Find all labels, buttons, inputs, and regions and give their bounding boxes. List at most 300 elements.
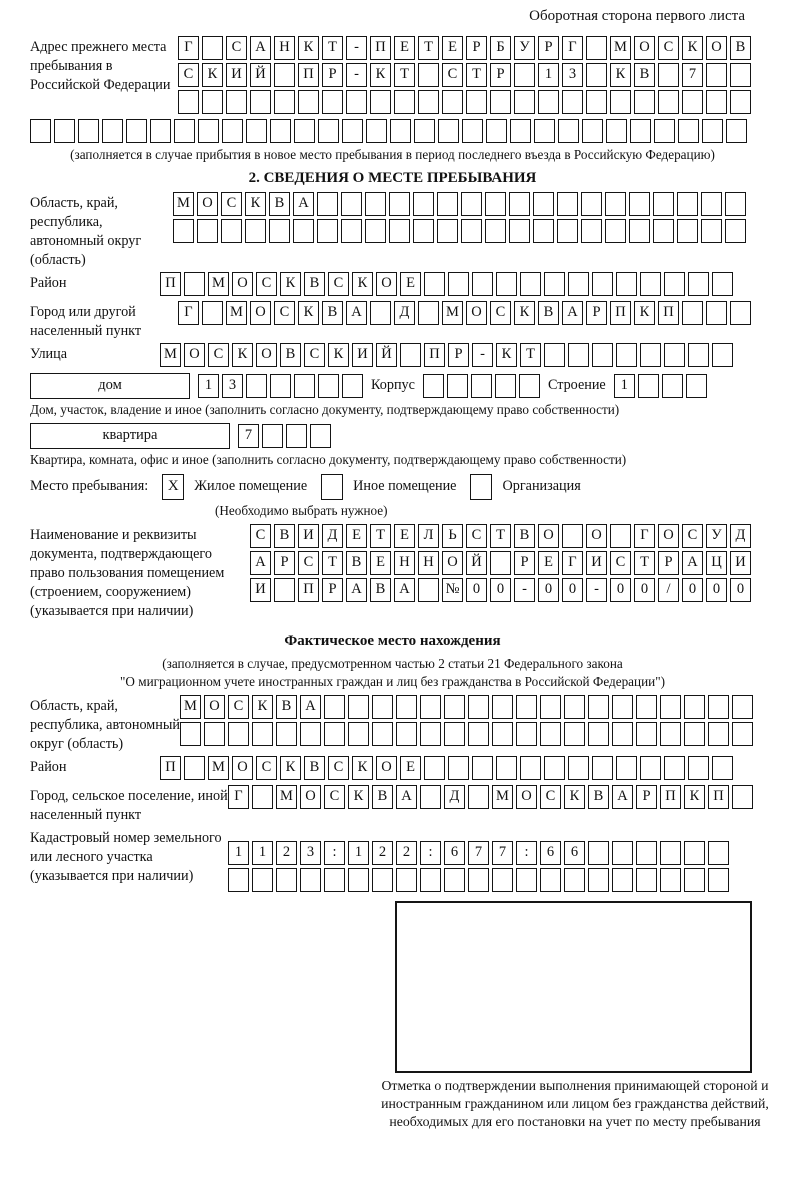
char-cell[interactable]: Г [634,524,655,548]
char-cell[interactable] [496,272,517,296]
char-cell[interactable]: - [586,578,607,602]
char-cell[interactable] [664,756,685,780]
char-cell[interactable]: Р [586,301,607,325]
char-cell[interactable] [544,272,565,296]
char-cell[interactable] [732,785,753,809]
char-cell[interactable]: О [232,756,253,780]
char-cell[interactable]: М [180,695,201,719]
char-cell[interactable]: 6 [540,841,561,865]
char-cell[interactable]: Р [514,551,535,575]
char-cell[interactable] [636,722,657,746]
char-cell[interactable]: К [245,192,266,216]
char-cell[interactable] [678,119,699,143]
char-cell[interactable] [509,192,530,216]
char-cell[interactable]: А [396,785,417,809]
char-cell[interactable]: С [298,551,319,575]
char-cell[interactable] [294,119,315,143]
char-cell[interactable] [534,119,555,143]
char-cell[interactable] [660,722,681,746]
char-cell[interactable]: - [346,36,367,60]
char-cell[interactable] [418,301,439,325]
char-cell[interactable]: К [252,695,273,719]
char-cell[interactable]: И [352,343,373,367]
char-cell[interactable] [276,868,297,892]
char-cell[interactable] [180,722,201,746]
char-cell[interactable] [461,192,482,216]
char-cell[interactable] [582,119,603,143]
char-cell[interactable]: К [328,343,349,367]
char-cell[interactable] [390,119,411,143]
char-cell[interactable] [184,272,205,296]
char-cell[interactable]: 7 [492,841,513,865]
char-cell[interactable] [688,272,709,296]
char-cell[interactable]: Л [418,524,439,548]
char-cell[interactable] [471,374,492,398]
char-cell[interactable] [222,119,243,143]
char-cell[interactable]: - [346,63,367,87]
char-cell[interactable] [270,119,291,143]
char-cell[interactable] [252,722,273,746]
char-cell[interactable] [413,219,434,243]
char-cell[interactable] [444,868,465,892]
char-cell[interactable]: 7 [468,841,489,865]
char-cell[interactable] [444,695,465,719]
char-cell[interactable] [562,524,583,548]
char-cell[interactable]: О [442,551,463,575]
char-cell[interactable]: Р [490,63,511,87]
char-cell[interactable]: 0 [562,578,583,602]
char-cell[interactable]: К [496,343,517,367]
char-cell[interactable]: Р [322,63,343,87]
char-cell[interactable]: П [708,785,729,809]
char-cell[interactable] [664,343,685,367]
char-cell[interactable]: К [514,301,535,325]
char-cell[interactable]: Т [322,551,343,575]
char-cell[interactable]: Г [178,36,199,60]
char-cell[interactable]: П [298,63,319,87]
char-cell[interactable] [448,272,469,296]
char-cell[interactable]: О [204,695,225,719]
char-cell[interactable] [509,219,530,243]
char-cell[interactable] [514,63,535,87]
char-cell[interactable] [418,90,439,114]
char-cell[interactable]: 1 [538,63,559,87]
char-cell[interactable] [588,841,609,865]
char-cell[interactable] [438,119,459,143]
char-cell[interactable] [688,756,709,780]
char-cell[interactable] [324,722,345,746]
char-cell[interactable] [640,756,661,780]
char-cell[interactable]: А [300,695,321,719]
char-cell[interactable]: А [682,551,703,575]
char-cell[interactable]: К [610,63,631,87]
char-cell[interactable] [274,90,295,114]
char-cell[interactable]: В [588,785,609,809]
char-cell[interactable] [612,722,633,746]
char-cell[interactable] [616,272,637,296]
char-cell[interactable]: : [516,841,537,865]
char-cell[interactable]: 3 [300,841,321,865]
char-cell[interactable]: Р [538,36,559,60]
char-cell[interactable]: С [466,524,487,548]
char-cell[interactable] [274,63,295,87]
checkbox-organization[interactable] [470,474,492,500]
char-cell[interactable]: Е [400,756,421,780]
char-cell[interactable]: П [658,301,679,325]
char-cell[interactable] [682,301,703,325]
char-cell[interactable] [174,119,195,143]
char-cell[interactable] [684,841,705,865]
char-cell[interactable]: : [324,841,345,865]
char-cell[interactable] [420,868,441,892]
char-cell[interactable] [516,695,537,719]
char-cell[interactable] [540,722,561,746]
char-cell[interactable] [612,868,633,892]
char-cell[interactable] [540,695,561,719]
char-cell[interactable] [610,524,631,548]
char-cell[interactable] [286,424,307,448]
char-cell[interactable] [708,722,729,746]
char-cell[interactable]: Д [322,524,343,548]
char-cell[interactable]: О [376,756,397,780]
char-cell[interactable]: И [730,551,751,575]
char-cell[interactable] [396,722,417,746]
char-cell[interactable] [468,722,489,746]
char-cell[interactable]: Г [228,785,249,809]
char-cell[interactable] [682,90,703,114]
char-cell[interactable]: Р [636,785,657,809]
char-cell[interactable]: Д [444,785,465,809]
char-cell[interactable] [630,119,651,143]
char-cell[interactable] [317,219,338,243]
char-cell[interactable] [341,192,362,216]
char-cell[interactable]: К [348,785,369,809]
char-cell[interactable] [544,343,565,367]
char-cell[interactable]: 0 [706,578,727,602]
char-cell[interactable]: Й [250,63,271,87]
char-cell[interactable] [492,722,513,746]
char-cell[interactable] [606,119,627,143]
char-cell[interactable]: В [304,756,325,780]
char-cell[interactable] [423,374,444,398]
char-cell[interactable] [389,219,410,243]
char-cell[interactable] [490,551,511,575]
char-cell[interactable] [468,695,489,719]
char-cell[interactable] [400,343,421,367]
char-cell[interactable] [588,868,609,892]
char-cell[interactable]: Т [370,524,391,548]
char-cell[interactable]: Р [274,551,295,575]
char-cell[interactable]: 0 [634,578,655,602]
char-cell[interactable] [492,868,513,892]
char-cell[interactable] [276,722,297,746]
char-cell[interactable] [270,374,291,398]
char-cell[interactable]: 1 [614,374,635,398]
char-cell[interactable] [370,90,391,114]
char-cell[interactable] [616,343,637,367]
char-cell[interactable]: А [250,36,271,60]
char-cell[interactable]: С [540,785,561,809]
char-cell[interactable]: О [300,785,321,809]
char-cell[interactable] [688,343,709,367]
char-cell[interactable]: И [298,524,319,548]
char-cell[interactable] [658,90,679,114]
char-cell[interactable] [246,119,267,143]
char-cell[interactable] [437,219,458,243]
char-cell[interactable]: Г [178,301,199,325]
char-cell[interactable] [510,119,531,143]
char-cell[interactable] [246,374,267,398]
char-cell[interactable] [564,722,585,746]
char-cell[interactable] [660,695,681,719]
char-cell[interactable] [640,343,661,367]
char-cell[interactable] [126,119,147,143]
char-cell[interactable] [348,695,369,719]
char-cell[interactable]: В [730,36,751,60]
char-cell[interactable] [202,36,223,60]
char-cell[interactable]: К [634,301,655,325]
char-cell[interactable] [592,343,613,367]
char-cell[interactable] [568,343,589,367]
char-cell[interactable] [184,756,205,780]
char-cell[interactable]: П [370,36,391,60]
char-cell[interactable] [365,219,386,243]
char-cell[interactable]: Т [520,343,541,367]
char-cell[interactable] [78,119,99,143]
char-cell[interactable] [490,90,511,114]
char-cell[interactable] [30,119,51,143]
char-cell[interactable]: Н [394,551,415,575]
char-cell[interactable]: В [269,192,290,216]
char-cell[interactable]: В [322,301,343,325]
char-cell[interactable]: В [372,785,393,809]
char-cell[interactable]: В [634,63,655,87]
char-cell[interactable] [198,119,219,143]
char-cell[interactable] [660,868,681,892]
char-cell[interactable] [298,90,319,114]
char-cell[interactable] [701,192,722,216]
char-cell[interactable] [708,841,729,865]
char-cell[interactable] [660,841,681,865]
char-cell[interactable]: Р [322,578,343,602]
char-cell[interactable] [447,374,468,398]
char-cell[interactable]: 0 [466,578,487,602]
char-cell[interactable] [557,192,578,216]
char-cell[interactable] [516,722,537,746]
char-cell[interactable]: П [160,272,181,296]
char-cell[interactable] [442,90,463,114]
char-cell[interactable]: С [178,63,199,87]
char-cell[interactable] [533,192,554,216]
char-cell[interactable]: А [250,551,271,575]
char-cell[interactable] [389,192,410,216]
char-cell[interactable] [342,374,363,398]
char-cell[interactable] [202,90,223,114]
char-cell[interactable] [706,301,727,325]
char-cell[interactable] [204,722,225,746]
char-cell[interactable]: У [706,524,727,548]
char-cell[interactable] [414,119,435,143]
char-cell[interactable]: П [298,578,319,602]
char-cell[interactable]: Т [418,36,439,60]
char-cell[interactable]: № [442,578,463,602]
char-cell[interactable]: К [280,272,301,296]
char-cell[interactable] [324,695,345,719]
char-cell[interactable] [544,756,565,780]
char-cell[interactable] [202,301,223,325]
char-cell[interactable] [653,192,674,216]
char-cell[interactable] [686,374,707,398]
char-cell[interactable]: К [682,36,703,60]
char-cell[interactable]: Е [400,272,421,296]
char-cell[interactable] [366,119,387,143]
char-cell[interactable]: А [562,301,583,325]
char-cell[interactable] [712,272,733,296]
char-cell[interactable]: - [472,343,493,367]
checkbox-residential[interactable]: X [162,474,184,500]
char-cell[interactable]: Е [394,36,415,60]
char-cell[interactable]: В [274,524,295,548]
char-cell[interactable]: 0 [538,578,559,602]
char-cell[interactable] [250,90,271,114]
char-cell[interactable]: 2 [396,841,417,865]
char-cell[interactable] [588,722,609,746]
char-cell[interactable]: Р [466,36,487,60]
char-cell[interactable] [636,868,657,892]
char-cell[interactable] [588,695,609,719]
char-cell[interactable]: Т [634,551,655,575]
char-cell[interactable] [730,90,751,114]
char-cell[interactable]: Т [394,63,415,87]
char-cell[interactable] [636,841,657,865]
char-cell[interactable]: 0 [490,578,511,602]
char-cell[interactable]: Г [562,36,583,60]
char-cell[interactable]: 1 [348,841,369,865]
char-cell[interactable] [520,272,541,296]
char-cell[interactable]: С [256,272,277,296]
char-cell[interactable]: Р [448,343,469,367]
char-cell[interactable]: В [538,301,559,325]
char-cell[interactable]: Т [322,36,343,60]
char-cell[interactable]: М [276,785,297,809]
char-cell[interactable] [269,219,290,243]
char-cell[interactable] [420,785,441,809]
char-cell[interactable]: О [232,272,253,296]
char-cell[interactable]: С [324,785,345,809]
char-cell[interactable] [424,756,445,780]
char-cell[interactable] [300,722,321,746]
char-cell[interactable] [226,90,247,114]
char-cell[interactable]: О [634,36,655,60]
char-cell[interactable] [348,868,369,892]
char-cell[interactable]: П [160,756,181,780]
char-cell[interactable]: 1 [228,841,249,865]
char-cell[interactable]: О [376,272,397,296]
char-cell[interactable] [245,219,266,243]
char-cell[interactable] [581,192,602,216]
char-cell[interactable]: С [256,756,277,780]
char-cell[interactable]: Ц [706,551,727,575]
char-cell[interactable] [424,272,445,296]
char-cell[interactable] [568,756,589,780]
char-cell[interactable]: В [276,695,297,719]
char-cell[interactable] [293,219,314,243]
char-cell[interactable] [538,90,559,114]
char-cell[interactable] [712,343,733,367]
char-cell[interactable] [684,868,705,892]
char-cell[interactable]: И [226,63,247,87]
char-cell[interactable]: 7 [682,63,703,87]
char-cell[interactable]: К [232,343,253,367]
char-cell[interactable] [610,90,631,114]
char-cell[interactable] [437,192,458,216]
char-cell[interactable]: П [424,343,445,367]
char-cell[interactable]: К [298,36,319,60]
char-cell[interactable]: 0 [610,578,631,602]
char-cell[interactable]: О [184,343,205,367]
char-cell[interactable] [636,695,657,719]
char-cell[interactable] [706,90,727,114]
char-cell[interactable] [228,868,249,892]
char-cell[interactable] [725,192,746,216]
char-cell[interactable]: С [328,272,349,296]
char-cell[interactable] [420,722,441,746]
char-cell[interactable] [420,695,441,719]
char-cell[interactable]: Е [538,551,559,575]
char-cell[interactable]: Р [658,551,679,575]
char-cell[interactable] [485,219,506,243]
char-cell[interactable]: О [586,524,607,548]
char-cell[interactable] [486,119,507,143]
char-cell[interactable] [732,695,753,719]
char-cell[interactable] [612,695,633,719]
char-cell[interactable]: В [346,551,367,575]
char-cell[interactable]: Е [442,36,463,60]
char-cell[interactable]: Й [376,343,397,367]
char-cell[interactable] [178,90,199,114]
char-cell[interactable] [605,219,626,243]
char-cell[interactable]: К [352,272,373,296]
char-cell[interactable] [516,868,537,892]
char-cell[interactable]: М [208,272,229,296]
char-cell[interactable]: 2 [276,841,297,865]
char-cell[interactable] [557,219,578,243]
char-cell[interactable] [468,785,489,809]
char-cell[interactable]: С [490,301,511,325]
char-cell[interactable] [370,301,391,325]
char-cell[interactable]: К [202,63,223,87]
char-cell[interactable]: А [394,578,415,602]
char-cell[interactable]: С [228,695,249,719]
char-cell[interactable] [730,63,751,87]
char-cell[interactable] [485,192,506,216]
char-cell[interactable]: О [516,785,537,809]
char-cell[interactable] [706,63,727,87]
char-cell[interactable] [730,301,751,325]
char-cell[interactable] [448,756,469,780]
char-cell[interactable]: 2 [372,841,393,865]
char-cell[interactable] [684,695,705,719]
char-cell[interactable] [726,119,747,143]
char-cell[interactable] [342,119,363,143]
char-cell[interactable]: М [226,301,247,325]
char-cell[interactable] [300,868,321,892]
char-cell[interactable] [444,722,465,746]
char-cell[interactable] [252,868,273,892]
char-cell[interactable] [461,219,482,243]
char-cell[interactable] [708,695,729,719]
char-cell[interactable]: С [304,343,325,367]
